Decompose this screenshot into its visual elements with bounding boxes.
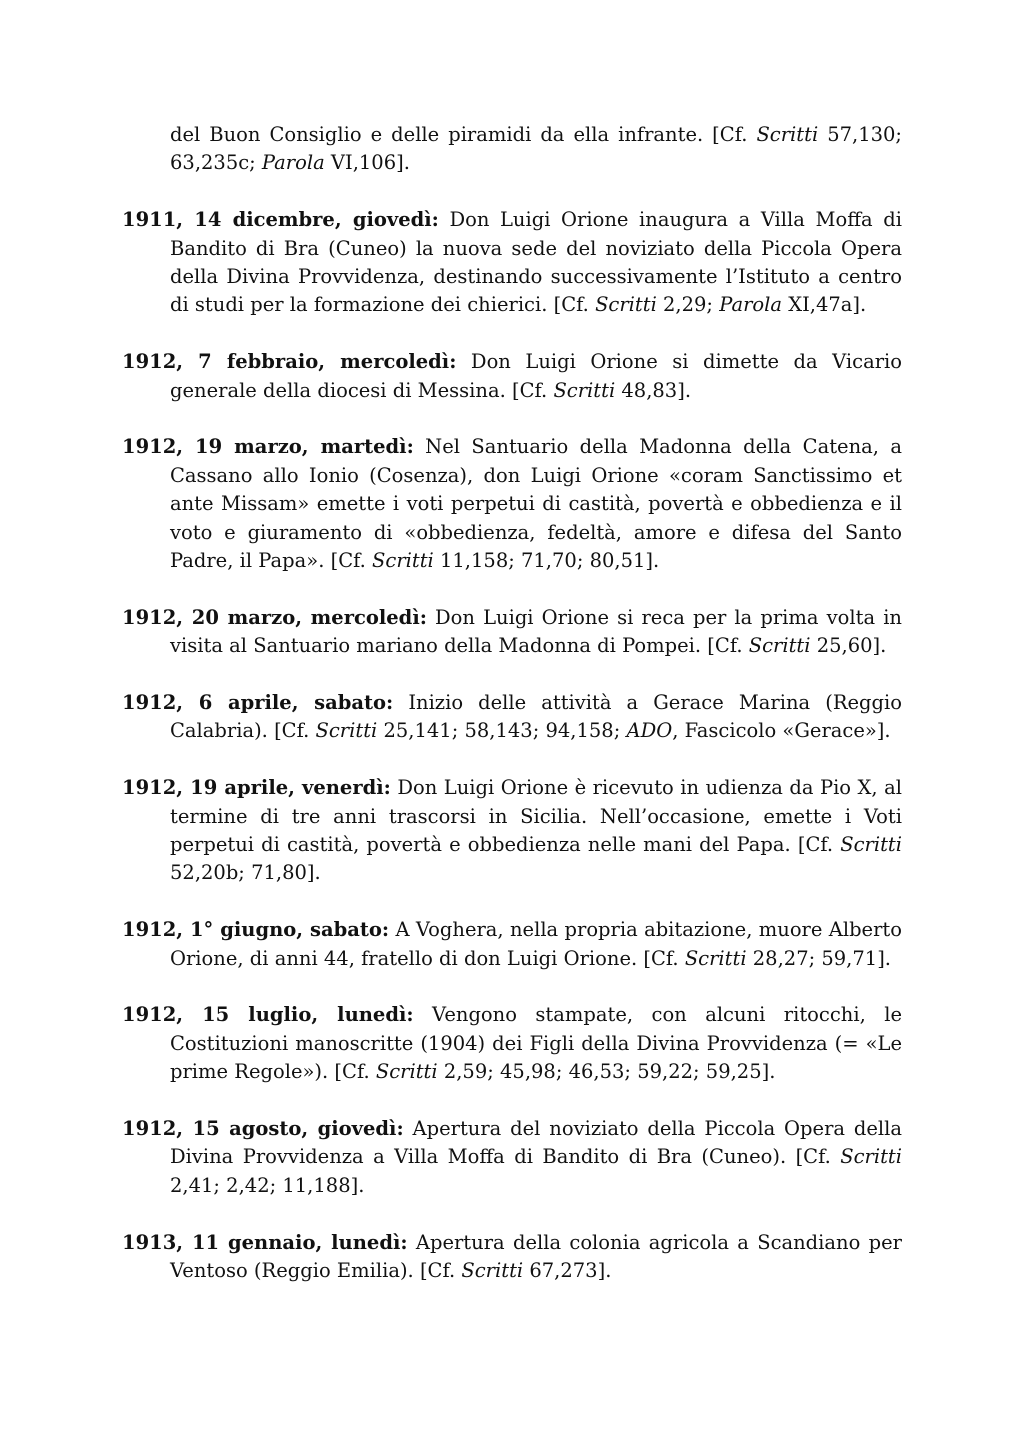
entry-text: Don Luigi Orione è ricevuto in udienza da Pio X, al termine di tre anni trascorsi in Sicilia. Nell’occasione, emette i Voti perpetui di castità, povertà e obbedienza nelle mani del Papa. [Cf. xyxy=(170,776,902,857)
entry-date: 1912, 1° giugno, sabato: xyxy=(122,918,390,942)
entry-date: 1913, 11 gennaio, lunedì: xyxy=(122,1230,408,1254)
entry-text: del Buon Consiglio e delle piramidi da ella infrante. [Cf. xyxy=(170,123,757,146)
entry-date: 1912, 15 agosto, giovedì: xyxy=(122,1117,404,1141)
chronology-entry xyxy=(122,348,902,405)
entry-date: 1912, 19 aprile, venerdì: xyxy=(122,776,391,800)
source-title: Scritti xyxy=(756,123,819,146)
entry-text: Nel Santuario della Madonna della Catena, a Cassano allo Ionio (Cosenza), don Luigi Orione «coram Sanctissimo et ante Missam» emette i voti perpetui di castità, povertà e obbedienza e il voto e giuramento di «obbedienza, fedeltà, amore e difesa del Santo Padre, il Papa». [Cf. xyxy=(170,435,903,573)
source-title: Scritti xyxy=(315,719,378,743)
entry-text: 2,41; 2,42; 11,188]. xyxy=(170,1173,365,1197)
source-title: Scritti xyxy=(461,1259,524,1283)
entry-date: 1912, 7 febbraio, mercoledì: xyxy=(122,350,457,374)
entry-date: 1911, 14 dicembre, giovedì: xyxy=(122,208,439,232)
entry-text: A Voghera, nella propria abitazione, muore Alberto Orione, di anni 44, fratello di don Luigi Orione. [Cf. xyxy=(170,918,903,970)
entry-text: VI,106]. xyxy=(324,151,410,175)
entry-date: 1912, 20 marzo, mercoledì: xyxy=(122,605,427,629)
entry-text: Don Luigi Orione inaugura a Villa Moffa di Bandito di Bra (Cuneo) la nuova sede del noviziato della Piccola Opera della Divina Provvidenza, destinando successivamente l’Istituto a centro di studi per la formazione dei chierici. [Cf. xyxy=(170,208,902,317)
source-title: Scritti xyxy=(375,1060,438,1084)
entry-text: 25,141; 58,143; 94,158; xyxy=(377,719,627,743)
entry-text: 2,29; xyxy=(656,293,720,317)
entry-text: Apertura della colonia agricola a Scandiano per Ventoso (Reggio Emilia). [Cf. xyxy=(170,1230,902,1283)
chronology-entry xyxy=(122,1001,902,1086)
chronology-entry xyxy=(122,1115,902,1200)
entry-text: Inizio delle attività a Gerace Marina (Reggio Calabria). [Cf. xyxy=(170,691,902,743)
chronology-entry xyxy=(122,774,902,888)
source-title: Scritti xyxy=(748,634,811,658)
entry-text: XI,47a]. xyxy=(782,293,867,317)
entry-text: Don Luigi Orione si dimette da Vicario generale della diocesi di Messina. [Cf. xyxy=(170,350,902,402)
source-title: Scritti xyxy=(372,549,434,573)
source-title: Scritti xyxy=(840,1145,902,1169)
entry-text: 2,59; 45,98; 46,53; 59,22; 59,25]. xyxy=(437,1060,776,1084)
entry-text: 48,83]. xyxy=(615,378,692,402)
entry-text: 52,20b; 71,80]. xyxy=(170,861,321,885)
entry-date: 1912, 19 marzo, martedì: xyxy=(122,435,414,459)
document-page xyxy=(122,121,902,1314)
chronology-entry xyxy=(122,916,902,973)
entry-text: , Fascicolo «Gerace»]. xyxy=(672,719,891,743)
entry-text: 28,27; 59,71]. xyxy=(746,946,891,970)
source-title: Scritti xyxy=(684,946,747,970)
source-title: Scritti xyxy=(840,833,902,857)
entry-text: Apertura del noviziato della Piccola Opera della Divina Provvidenza a Villa Moffa di Bandito di Bra (Cuneo). [Cf. xyxy=(170,1117,902,1169)
chronology-entry xyxy=(122,689,902,746)
chronology-entry xyxy=(122,206,902,320)
chronology-entry xyxy=(122,604,902,661)
chronology-entry xyxy=(122,1229,902,1286)
entry-date: 1912, 15 luglio, lunedì: xyxy=(122,1003,414,1027)
entry-text: Don Luigi Orione si reca per la prima volta in visita al Santuario mariano della Madonna di Pompei. [Cf. xyxy=(170,605,902,658)
entry-text: 57,130; 63,235c; xyxy=(170,123,902,175)
source-title: ADO xyxy=(626,719,673,743)
entry-text: 67,273]. xyxy=(523,1259,612,1283)
source-title: Scritti xyxy=(553,378,616,402)
source-title: Parola xyxy=(719,293,782,317)
entry-date: 1912, 6 aprile, sabato: xyxy=(122,691,394,715)
chronology-entry xyxy=(122,433,902,575)
entry-text: 11,158; 71,70; 80,51]. xyxy=(433,549,660,573)
entry-text: 25,60]. xyxy=(810,634,887,658)
source-title: Parola xyxy=(261,151,325,175)
entry-text: Vengono stampate, con alcuni ritocchi, le Costituzioni manoscritte (1904) dei Figli della Divina Provvidenza (= «Le prime Regole»). [Cf. xyxy=(170,1003,902,1084)
source-title: Scritti xyxy=(595,293,657,317)
chronology-entry xyxy=(122,121,902,178)
